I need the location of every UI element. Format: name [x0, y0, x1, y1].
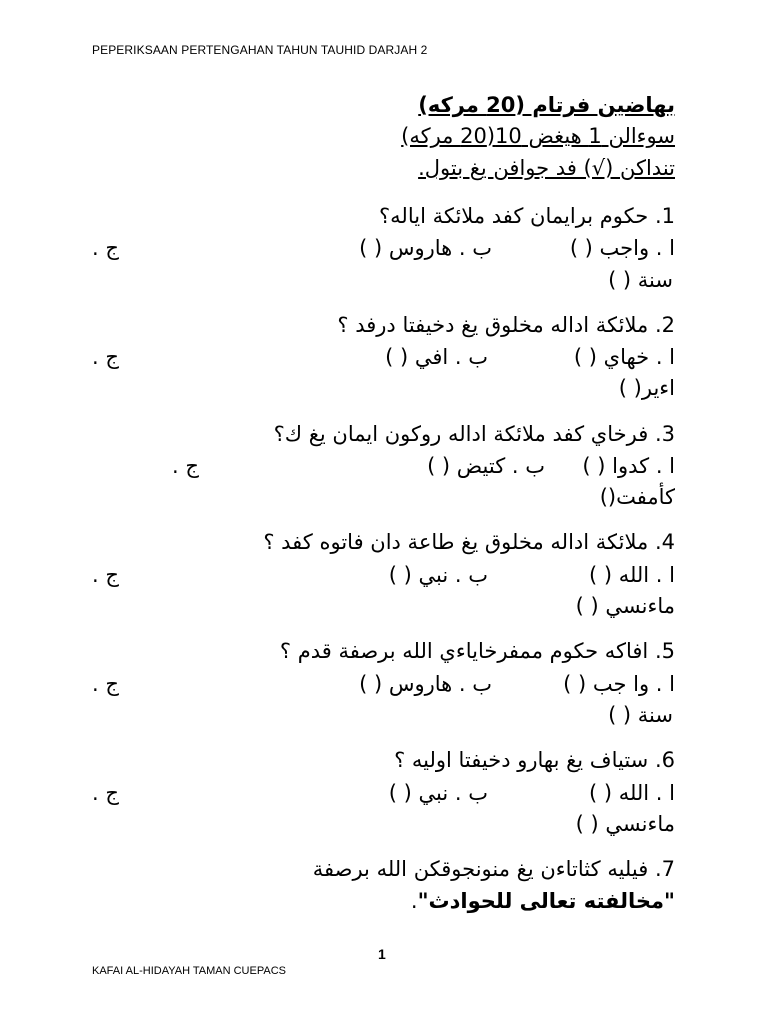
page-number: 1: [378, 946, 386, 962]
question-text: فرخاي كفد ملائكة اداله روكون ايمان يغ ك؟: [273, 422, 649, 446]
option-c[interactable]: ج .: [92, 781, 119, 805]
option-c-continuation: ماءنسي ( ): [575, 594, 675, 618]
option-c-continuation: اءير( ): [618, 376, 675, 400]
option-b[interactable]: ب . كتيض ( ): [427, 454, 545, 478]
question-2: [337, 313, 675, 337]
page-footer: KAFAI AL-HIDAYAH TAMAN CUEPACS: [92, 965, 286, 977]
option-c[interactable]: ج .: [92, 345, 119, 369]
option-c-continuation: كأمفت(): [599, 485, 675, 509]
question-text: ستياف يغ بهارو دخيفتا اوليه ؟: [394, 748, 649, 772]
options-2: [92, 345, 675, 369]
option-c[interactable]: ج .: [92, 236, 119, 260]
question-number: 3.: [654, 422, 675, 446]
question-7-quote: [411, 889, 675, 913]
option-c-continuation: سنة ( ): [608, 268, 673, 292]
options-3: [172, 454, 675, 478]
question-number: 2.: [654, 313, 675, 337]
option-c[interactable]: ج .: [92, 672, 119, 696]
question-7: [313, 857, 675, 881]
option-c-continuation: ماءنسي ( ): [575, 812, 675, 836]
question-4: [263, 530, 675, 554]
question-number: 6.: [654, 748, 675, 772]
option-b[interactable]: ب . هاروس ( ): [359, 672, 492, 696]
option-a[interactable]: ا . خهاي ( ): [573, 345, 675, 369]
option-b[interactable]: ب . افي ( ): [385, 345, 488, 369]
options-6: [92, 781, 675, 805]
page-header: PEPERIKSAAN PERTENGAHAN TAHUN TAUHID DARJAH 2: [92, 43, 428, 57]
question-text: ملائكة اداله مخلوق يغ طاعة دان فاتوه كفد ؟: [263, 530, 649, 554]
question-text: فيليه كثاتاءن يغ منونجوقكن الله برصفة: [312, 857, 649, 881]
question-number: 5.: [654, 639, 675, 663]
option-a[interactable]: ا . كدوا ( ): [582, 454, 675, 478]
option-b[interactable]: ب . هاروس ( ): [359, 236, 492, 260]
section-instruction-2: تنداكن (√) فد جوافن يغ بتول.: [418, 156, 675, 180]
quoted-attribute: "مخالفته تعالى للحوادث": [417, 889, 675, 913]
option-c[interactable]: ج .: [172, 454, 199, 478]
option-c-continuation: سنة ( ): [608, 703, 673, 727]
sentence-end: .: [410, 889, 418, 913]
option-c[interactable]: ج .: [92, 563, 119, 587]
question-1: [379, 204, 675, 228]
question-number: 7.: [654, 857, 675, 881]
options-4: [92, 563, 675, 587]
section-instruction-1: سوءالن 1 هيغض 10(20 مركه): [401, 124, 675, 148]
question-text: حكوم برايمان كفد ملائكة اياله؟: [379, 204, 649, 228]
option-a[interactable]: ا . الله ( ): [588, 563, 675, 587]
question-6: [394, 748, 675, 772]
question-number: 4.: [654, 530, 675, 554]
section-title: بهاضين فرتام (20 مركه): [418, 93, 675, 117]
option-b[interactable]: ب . نبي ( ): [388, 563, 488, 587]
options-5: [92, 672, 675, 696]
option-a[interactable]: ا . واجب ( ): [569, 236, 675, 260]
question-5: [280, 639, 675, 663]
question-3: [274, 422, 675, 446]
options-1: [92, 236, 675, 260]
option-b[interactable]: ب . نبي ( ): [388, 781, 488, 805]
option-a[interactable]: ا . الله ( ): [588, 781, 675, 805]
question-number: 1.: [654, 204, 675, 228]
question-text: ملائكة اداله مخلوق يغ دخيفتا درفد ؟: [337, 313, 649, 337]
question-text: افاكه حكوم ممفرخاياءي الله برصفة قدم ؟: [279, 639, 649, 663]
option-a[interactable]: ا . وا جب ( ): [563, 672, 675, 696]
